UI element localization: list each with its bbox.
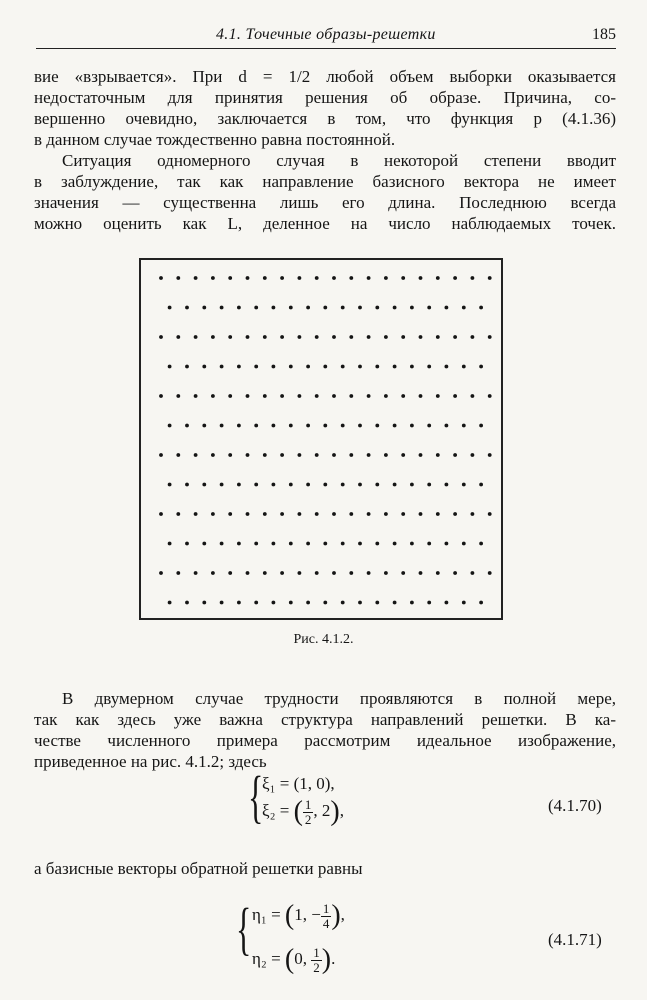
lattice-point <box>228 512 232 516</box>
lattice-point <box>315 453 319 457</box>
lattice-point <box>176 512 180 516</box>
lattice-point <box>298 394 302 398</box>
lattice-point <box>315 512 319 516</box>
figure-frame <box>139 258 503 620</box>
text-line: честве численного примера рассмотрим идеальное изображение, <box>34 731 616 750</box>
lattice-point <box>254 424 258 428</box>
lattice-point <box>436 335 440 339</box>
lattice-point <box>427 483 431 487</box>
text-line: значения — существенна лишь его длина. Последнюю всегда <box>34 193 616 212</box>
lattice-point <box>341 601 345 605</box>
lattice-point <box>471 335 475 339</box>
fraction-numerator: 1 <box>322 900 330 916</box>
lattice-point <box>220 365 224 369</box>
lattice-point <box>453 276 457 280</box>
equation-4-1-70-line-2 <box>262 796 344 828</box>
lattice-point <box>289 601 293 605</box>
lattice-point <box>220 306 224 310</box>
lattice-point <box>289 365 293 369</box>
equation-term: 0, <box>294 948 312 968</box>
lattice-point <box>445 601 449 605</box>
lattice-point <box>445 306 449 310</box>
figure-caption: Рис. 4.1.2. <box>293 632 354 647</box>
fraction <box>311 946 322 975</box>
fraction <box>321 902 332 931</box>
left-brace: { <box>248 764 264 829</box>
lattice-point <box>211 335 215 339</box>
lattice-point <box>462 306 466 310</box>
text-line: Ситуация одномерного случая в некоторой степени вводит <box>62 151 616 170</box>
lattice-point <box>453 394 457 398</box>
lattice-point <box>228 571 232 575</box>
equation-number-4-1-70: (4.1.70) <box>548 796 602 815</box>
lattice-point <box>315 335 319 339</box>
left-brace: { <box>236 896 252 961</box>
lattice-point <box>315 394 319 398</box>
lattice-point <box>211 512 215 516</box>
lattice-point <box>401 512 405 516</box>
lattice-point <box>479 306 483 310</box>
lattice-point <box>323 542 327 546</box>
lattice-point <box>410 601 414 605</box>
lattice-point <box>332 571 336 575</box>
lattice-point <box>280 394 284 398</box>
lattice-point <box>436 512 440 516</box>
header-rule <box>36 48 616 49</box>
lattice-point <box>176 394 180 398</box>
text-line: так как здесь уже важна структура направлений решетки. В ка- <box>34 710 616 729</box>
lattice-point <box>280 453 284 457</box>
lattice-figure <box>141 260 501 618</box>
lattice-point <box>471 276 475 280</box>
lattice-point <box>176 453 180 457</box>
lattice-point <box>401 276 405 280</box>
lattice-point <box>185 601 189 605</box>
lattice-point <box>462 542 466 546</box>
lattice-point <box>471 394 475 398</box>
lattice-point <box>419 276 423 280</box>
lattice-point <box>159 276 163 280</box>
lattice-point <box>211 453 215 457</box>
lattice-point <box>272 601 276 605</box>
lattice-point <box>462 424 466 428</box>
lattice-point <box>168 306 172 310</box>
open-paren: ( <box>284 900 295 931</box>
lattice-point <box>419 571 423 575</box>
lattice-point <box>410 542 414 546</box>
lattice-point <box>341 483 345 487</box>
paragraph-2 <box>34 150 616 234</box>
lattice-point <box>246 512 250 516</box>
lattice-point <box>168 365 172 369</box>
lattice-point <box>384 335 388 339</box>
lattice-point <box>427 365 431 369</box>
lattice-point <box>185 483 189 487</box>
lattice-point <box>323 601 327 605</box>
lattice-point <box>488 453 492 457</box>
equation-4-1-71-line-2 <box>252 944 335 976</box>
lattice-point <box>358 601 362 605</box>
lattice-point <box>280 276 284 280</box>
lattice-point <box>445 542 449 546</box>
lattice-point <box>263 335 267 339</box>
lattice-point <box>194 394 198 398</box>
lattice-point <box>479 601 483 605</box>
lattice-point <box>194 335 198 339</box>
lattice-point <box>289 424 293 428</box>
lattice-point <box>228 453 232 457</box>
lattice-point <box>453 335 457 339</box>
open-paren: ( <box>284 944 295 975</box>
lattice-point <box>488 571 492 575</box>
lattice-point <box>237 306 241 310</box>
equation-term: , 2 <box>313 800 331 820</box>
lattice-point <box>401 571 405 575</box>
lattice-point <box>375 542 379 546</box>
lattice-point <box>401 335 405 339</box>
fraction-numerator: 1 <box>304 796 312 812</box>
lattice-point <box>479 424 483 428</box>
lattice-point <box>185 365 189 369</box>
lattice-point <box>315 276 319 280</box>
lattice-point <box>254 542 258 546</box>
lattice-point <box>349 394 353 398</box>
lattice-point <box>410 306 414 310</box>
lattice-point <box>202 424 206 428</box>
lattice-point <box>436 276 440 280</box>
lattice-point <box>393 542 397 546</box>
lattice-point <box>185 424 189 428</box>
lattice-point <box>332 276 336 280</box>
lattice-point <box>289 542 293 546</box>
equation-punct: , <box>339 800 344 820</box>
equation-lhs: ξ₂ = <box>262 800 290 820</box>
lattice-point <box>168 424 172 428</box>
lattice-point <box>341 365 345 369</box>
lattice-point <box>228 335 232 339</box>
lattice-point <box>211 276 215 280</box>
lattice-point <box>384 512 388 516</box>
lattice-point <box>306 542 310 546</box>
lattice-point <box>427 306 431 310</box>
close-paren: ) <box>321 944 332 975</box>
lattice-point <box>471 571 475 575</box>
lattice-point <box>488 394 492 398</box>
lattice-point <box>220 542 224 546</box>
fraction-denominator: 2 <box>304 811 312 827</box>
lattice-point <box>445 424 449 428</box>
lattice-point <box>375 306 379 310</box>
page-header <box>36 26 616 48</box>
lattice-point <box>410 424 414 428</box>
text-line: можно оценить как L, деленное на число наблюдаемых точек. <box>34 214 616 233</box>
page-number: 185 <box>592 26 616 43</box>
lattice-point <box>436 394 440 398</box>
text-line: в данном случае тождественно равна постоянной. <box>34 130 396 149</box>
lattice-point <box>194 512 198 516</box>
lattice-point <box>367 571 371 575</box>
lattice-point <box>159 394 163 398</box>
lattice-point <box>263 276 267 280</box>
lattice-point <box>263 394 267 398</box>
lattice-point <box>419 453 423 457</box>
lattice-point <box>306 483 310 487</box>
lattice-point <box>298 276 302 280</box>
text-line: а базисные векторы обратной решетки равны <box>34 859 363 878</box>
lattice-point <box>254 306 258 310</box>
lattice-point <box>471 453 475 457</box>
lattice-point <box>419 394 423 398</box>
lattice-point <box>272 424 276 428</box>
lattice-point <box>272 365 276 369</box>
lattice-point <box>349 335 353 339</box>
text-line: недостаточным для принятия решения об образе. Причина, со- <box>34 88 616 107</box>
lattice-point <box>306 306 310 310</box>
close-paren: ) <box>330 796 340 827</box>
lattice-point <box>410 483 414 487</box>
lattice-point <box>228 276 232 280</box>
lattice-point <box>384 394 388 398</box>
lattice-point <box>479 365 483 369</box>
paragraph-3 <box>34 688 616 772</box>
lattice-point <box>246 276 250 280</box>
text-line: вершенно очевидно, заключается в том, что функция p (4.1.36) <box>34 109 616 128</box>
lattice-point <box>246 453 250 457</box>
lattice-point <box>349 453 353 457</box>
lattice-point <box>488 512 492 516</box>
lattice-point <box>488 276 492 280</box>
equation-4-1-71-line-1 <box>252 900 345 932</box>
open-paren: ( <box>293 796 303 827</box>
lattice-point <box>202 542 206 546</box>
lattice-point <box>254 601 258 605</box>
lattice-point <box>349 512 353 516</box>
lattice-point <box>228 394 232 398</box>
lattice-point <box>367 335 371 339</box>
equation-term: 1, − <box>294 904 321 924</box>
lattice-point <box>306 365 310 369</box>
lattice-point <box>194 453 198 457</box>
lattice-point <box>263 453 267 457</box>
lattice-point <box>427 424 431 428</box>
lattice-point <box>263 571 267 575</box>
lattice-point <box>358 483 362 487</box>
lattice-point <box>367 394 371 398</box>
equation-punct: . <box>331 948 336 968</box>
lattice-point <box>384 276 388 280</box>
lattice-point <box>323 365 327 369</box>
lattice-point <box>237 483 241 487</box>
lattice-point <box>445 483 449 487</box>
lattice-point <box>419 335 423 339</box>
lattice-point <box>367 276 371 280</box>
lattice-point <box>375 365 379 369</box>
lattice-point <box>289 306 293 310</box>
equation-lhs: η₁ = <box>252 904 281 924</box>
lattice-point <box>384 453 388 457</box>
lattice-point <box>289 483 293 487</box>
lattice-point <box>272 483 276 487</box>
lattice-point <box>453 453 457 457</box>
lattice-point <box>202 306 206 310</box>
paragraph-1 <box>34 66 616 150</box>
lattice-point <box>246 335 250 339</box>
lattice-point <box>298 335 302 339</box>
text-line: вие «взрывается». При d = 1/2 любой объем выборки оказывается <box>34 67 616 86</box>
lattice-point <box>237 542 241 546</box>
lattice-point <box>168 542 172 546</box>
lattice-point <box>159 512 163 516</box>
lattice-point <box>462 483 466 487</box>
lattice-point <box>341 542 345 546</box>
lattice-point <box>202 365 206 369</box>
lattice-point <box>427 542 431 546</box>
paragraph-4 <box>34 858 616 879</box>
lattice-point <box>488 335 492 339</box>
lattice-point <box>393 424 397 428</box>
lattice-point <box>254 483 258 487</box>
close-paren: ) <box>331 900 341 931</box>
lattice-point <box>211 394 215 398</box>
lattice-point <box>393 601 397 605</box>
text-line: приведенное на рис. 4.1.2; здесь <box>34 752 267 771</box>
lattice-point <box>202 601 206 605</box>
lattice-point <box>358 542 362 546</box>
lattice-point <box>358 306 362 310</box>
lattice-point <box>272 306 276 310</box>
lattice-point <box>306 424 310 428</box>
lattice-point <box>272 542 276 546</box>
lattice-point <box>341 424 345 428</box>
lattice-point <box>375 483 379 487</box>
lattice-point <box>453 571 457 575</box>
lattice-point <box>436 453 440 457</box>
lattice-point <box>332 394 336 398</box>
lattice-point <box>220 424 224 428</box>
equation-punct: , <box>340 904 345 924</box>
lattice-point <box>410 365 414 369</box>
lattice-point <box>237 424 241 428</box>
lattice-point <box>375 424 379 428</box>
lattice-point <box>194 276 198 280</box>
lattice-point <box>306 601 310 605</box>
lattice-point <box>427 601 431 605</box>
fraction-numerator: 1 <box>313 944 320 960</box>
lattice-point <box>479 542 483 546</box>
lattice-point <box>323 424 327 428</box>
lattice-point <box>393 483 397 487</box>
lattice-point <box>237 365 241 369</box>
lattice-point <box>462 365 466 369</box>
lattice-point <box>453 512 457 516</box>
lattice-point <box>341 306 345 310</box>
lattice-point <box>315 571 319 575</box>
lattice-point <box>298 512 302 516</box>
lattice-point <box>358 424 362 428</box>
lattice-point <box>176 335 180 339</box>
text-line: В двумерном случае трудности проявляются в полной мере, <box>62 689 616 708</box>
lattice-point <box>168 483 172 487</box>
lattice-point <box>393 306 397 310</box>
lattice-point <box>185 542 189 546</box>
lattice-point <box>332 453 336 457</box>
lattice-point <box>349 276 353 280</box>
lattice-point <box>419 512 423 516</box>
fraction-denominator: 2 <box>313 959 320 975</box>
text-line: в заблуждение, так как направление базисного вектора не имеет <box>34 172 616 191</box>
lattice-point <box>280 571 284 575</box>
lattice-point <box>159 571 163 575</box>
lattice-point <box>462 601 466 605</box>
lattice-point <box>401 453 405 457</box>
lattice-point <box>237 601 241 605</box>
lattice-point <box>176 276 180 280</box>
running-title: 4.1. Точечные образы-решетки <box>216 26 436 43</box>
lattice-point <box>263 512 267 516</box>
equation-lhs: η₂ = <box>252 948 281 968</box>
lattice-point <box>384 571 388 575</box>
lattice-point <box>168 601 172 605</box>
lattice-point <box>349 571 353 575</box>
lattice-point <box>280 512 284 516</box>
lattice-point <box>479 483 483 487</box>
lattice-point <box>358 365 362 369</box>
lattice-point <box>393 365 397 369</box>
equation-4-1-70-line-1: ξ₁ = (1, 0), <box>262 774 335 793</box>
lattice-point <box>332 512 336 516</box>
lattice-point <box>298 571 302 575</box>
lattice-point <box>471 512 475 516</box>
equation-number-4-1-71: (4.1.71) <box>548 930 602 949</box>
lattice-point <box>211 571 215 575</box>
lattice-point <box>159 335 163 339</box>
fraction-denominator: 4 <box>322 915 330 931</box>
lattice-point <box>176 571 180 575</box>
lattice-point <box>323 483 327 487</box>
lattice-point <box>254 365 258 369</box>
lattice-point <box>194 571 198 575</box>
lattice-point <box>298 453 302 457</box>
lattice-point <box>202 483 206 487</box>
lattice-point <box>246 571 250 575</box>
fraction <box>303 798 314 827</box>
lattice-point <box>220 483 224 487</box>
lattice-point <box>375 601 379 605</box>
lattice-point <box>401 394 405 398</box>
lattice-point <box>220 601 224 605</box>
lattice-point <box>280 335 284 339</box>
lattice-point <box>159 453 163 457</box>
lattice-point <box>445 365 449 369</box>
lattice-point <box>367 453 371 457</box>
lattice-point <box>436 571 440 575</box>
lattice-point <box>367 512 371 516</box>
lattice-point <box>332 335 336 339</box>
lattice-point <box>185 306 189 310</box>
lattice-point <box>246 394 250 398</box>
lattice-point <box>323 306 327 310</box>
